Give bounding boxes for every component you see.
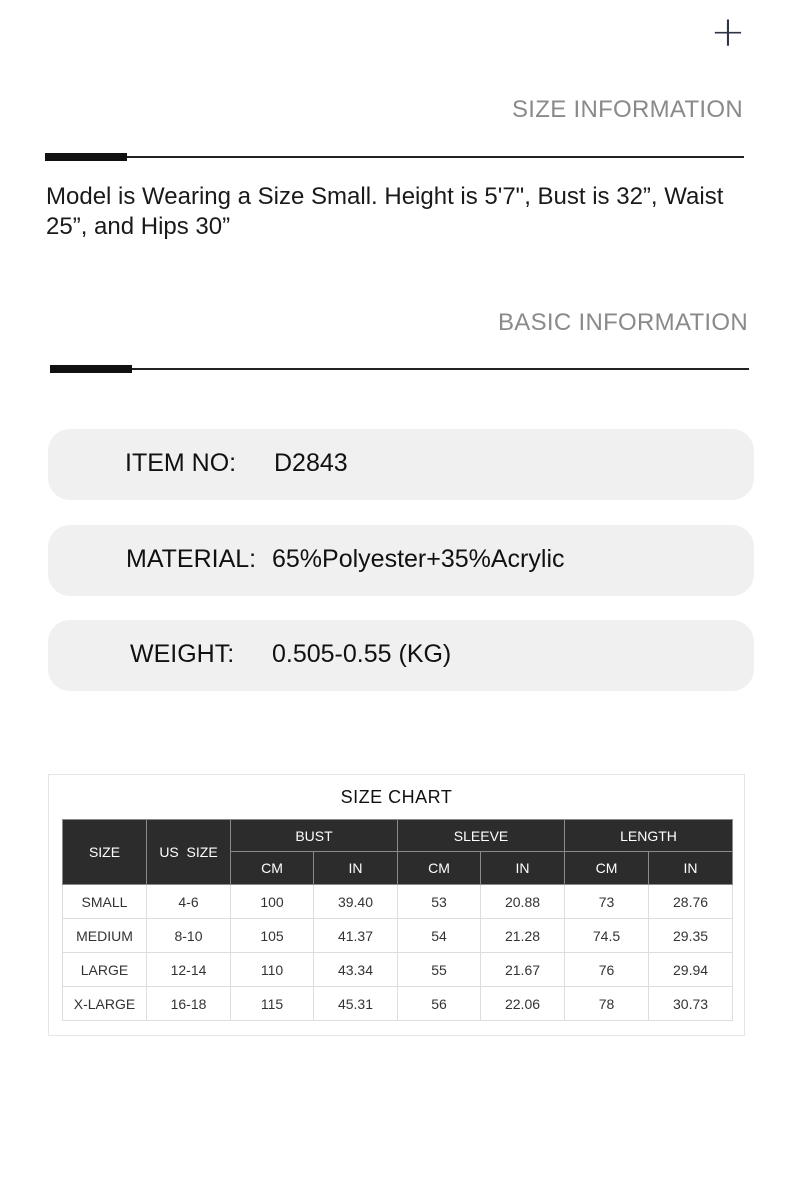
cell-size: SMALL <box>63 885 147 919</box>
header-bust-in: IN <box>314 852 398 885</box>
weight-value: 0.505-0.55 (KG) <box>272 640 452 668</box>
header-length: LENGTH <box>565 820 733 852</box>
cell-length-in: 30.73 <box>649 987 733 1021</box>
cell-length-cm: 78 <box>565 987 649 1021</box>
cell-length-in: 29.94 <box>649 953 733 987</box>
cell-bust-in: 39.40 <box>314 885 398 919</box>
cell-bust-in: 45.31 <box>314 987 398 1021</box>
size-table <box>62 819 733 1021</box>
table-row <box>63 987 733 1021</box>
cell-sleeve-cm: 55 <box>398 953 481 987</box>
cell-size: X-LARGE <box>63 987 147 1021</box>
cell-sleeve-in: 20.88 <box>481 885 565 919</box>
table-row <box>63 919 733 953</box>
plus-icon[interactable]: + <box>710 7 746 56</box>
cell-bust-in: 41.37 <box>314 919 398 953</box>
cell-us-size: 8-10 <box>147 919 231 953</box>
weight-card <box>48 620 754 691</box>
cell-sleeve-in: 21.67 <box>481 953 565 987</box>
cell-size: LARGE <box>63 953 147 987</box>
weight-label: WEIGHT: <box>130 640 235 668</box>
material-card <box>48 525 754 596</box>
header-sleeve-in: IN <box>481 852 565 885</box>
cell-bust-cm: 115 <box>231 987 314 1021</box>
size-chart-title: SIZE CHART <box>340 787 453 807</box>
cell-bust-in: 43.34 <box>314 953 398 987</box>
divider-accent <box>50 365 132 373</box>
header-bust: BUST <box>231 820 398 852</box>
section-divider <box>50 368 749 370</box>
item-no-value: D2843 <box>274 449 348 477</box>
divider-accent <box>45 153 127 161</box>
size-information-heading: SIZE INFORMATION <box>511 96 743 123</box>
header-size: SIZE <box>63 820 147 885</box>
cell-size: MEDIUM <box>63 919 147 953</box>
cell-length-in: 28.76 <box>649 885 733 919</box>
cell-bust-cm: 110 <box>231 953 314 987</box>
item-no-card <box>48 429 754 500</box>
cell-us-size: 12-14 <box>147 953 231 987</box>
item-no-label: ITEM NO: <box>125 449 237 477</box>
cell-us-size: 16-18 <box>147 987 231 1021</box>
table-row <box>63 885 733 919</box>
header-sleeve: SLEEVE <box>398 820 565 852</box>
cell-sleeve-cm: 54 <box>398 919 481 953</box>
model-size-description: Model is Wearing a Size Small. Height is 5'7", Bust is 32”, Waist 25”, and Hips 30” <box>46 183 724 240</box>
header-length-in: IN <box>649 852 733 885</box>
header-sleeve-cm: CM <box>398 852 481 885</box>
basic-information-heading: BASIC INFORMATION <box>498 309 748 336</box>
header-length-cm: CM <box>565 852 649 885</box>
cell-sleeve-in: 22.06 <box>481 987 565 1021</box>
table-row <box>63 953 733 987</box>
cell-sleeve-cm: 56 <box>398 987 481 1021</box>
cell-length-cm: 76 <box>565 953 649 987</box>
material-value: 65%Polyester+35%Acrylic <box>272 545 565 573</box>
cell-bust-cm: 100 <box>231 885 314 919</box>
header-us-size: US SIZE <box>147 820 231 885</box>
cell-sleeve-cm: 53 <box>398 885 481 919</box>
material-label: MATERIAL: <box>126 545 257 573</box>
section-divider <box>45 156 744 158</box>
cell-us-size: 4-6 <box>147 885 231 919</box>
cell-length-cm: 74.5 <box>565 919 649 953</box>
cell-length-cm: 73 <box>565 885 649 919</box>
size-chart <box>48 774 745 1036</box>
cell-length-in: 29.35 <box>649 919 733 953</box>
header-bust-cm: CM <box>231 852 314 885</box>
cell-bust-cm: 105 <box>231 919 314 953</box>
cell-sleeve-in: 21.28 <box>481 919 565 953</box>
